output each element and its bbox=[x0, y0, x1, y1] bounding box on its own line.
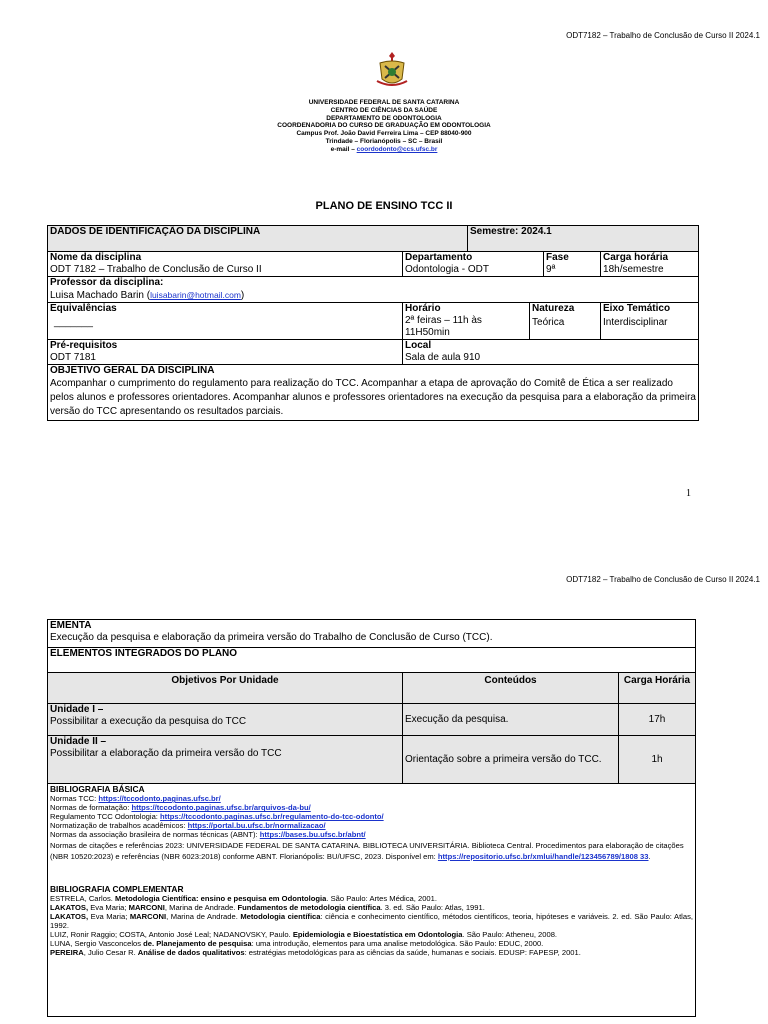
bib-ref bbox=[50, 939, 693, 948]
institution-line: Campus Prof. João David Ferreira Lima – CEP 88040-900 bbox=[296, 130, 472, 138]
department-cell bbox=[403, 252, 544, 277]
general-objective-label: OBJETIVO GERAL DA DISCIPLINA bbox=[50, 365, 215, 376]
workload-cell bbox=[601, 252, 699, 277]
unit-objective-cell bbox=[48, 736, 403, 784]
bib-item-text: Regulamento TCC Odontologia: bbox=[50, 812, 161, 822]
unit-objective: Possibilitar a execução da pesquisa do TCC bbox=[50, 716, 247, 727]
ref-text: : ciência e conhecimento científico, métodos científicos, teoria, hipóteses e variáveis. 2. ed. São Paulo: Atlas, 1992. bbox=[50, 911, 693, 930]
ref-text: . São Paulo: Artes Médica, 2001. bbox=[326, 893, 437, 903]
ref-text: : uma introdução, elementos para uma analise metodológica. São Paulo: EDUC, 2000. bbox=[251, 939, 544, 949]
university-crest-logo bbox=[374, 51, 410, 89]
ref-text: LUIZ, Ronir Raggio; COSTA, Antonio José Leal; NADANOVSKY, Paulo. bbox=[50, 930, 293, 940]
institution-line: UNIVERSIDADE FEDERAL DE SANTA CATARINA bbox=[308, 99, 460, 106]
ref-text: Eva Maria; bbox=[88, 902, 129, 912]
unit-title: Unidade I – bbox=[50, 704, 104, 715]
bib-ref bbox=[50, 948, 693, 957]
ref-title: de. Planejamento de pesquisa bbox=[143, 939, 252, 949]
unit-content: Orientação sobre a primeira versão do TCC. bbox=[403, 736, 619, 784]
page-number: 1 bbox=[686, 488, 691, 499]
ref-author: PEREIRA bbox=[50, 948, 84, 958]
workload-column-header: Carga Horária bbox=[619, 673, 696, 704]
document-title: PLANO DE ENSINO TCC II bbox=[315, 200, 453, 212]
bib-item-link[interactable]: https://bases.bu.ufsc.br/abnt/ bbox=[259, 830, 366, 840]
ementa-text: Execução da pesquisa e elaboração da primeira versão do Trabalho de Conclusão de Curso (TCC). bbox=[50, 632, 493, 643]
course-name-value: ODT 7182 – Trabalho de Conclusão de Curso II bbox=[50, 264, 262, 275]
ref-title: Metodologia científica bbox=[240, 911, 321, 921]
theme-axis-value: Interdisciplinar bbox=[603, 317, 668, 328]
bibliography-complementary bbox=[50, 885, 693, 958]
equivalences-cell bbox=[48, 303, 403, 340]
phase-label: Fase bbox=[546, 252, 569, 263]
schedule-value: 2ª feiras – 11h às 11H50min bbox=[405, 315, 482, 338]
unit-workload: 1h bbox=[619, 736, 696, 784]
ref-text: , Marina de Andrade. bbox=[164, 902, 238, 912]
bib-item bbox=[50, 803, 693, 812]
bib-ref bbox=[50, 894, 693, 903]
course-name-cell bbox=[48, 252, 403, 277]
plan-table bbox=[47, 619, 696, 1017]
bib-item-link[interactable]: https://portal.bu.ufsc.br/normalizacao/ bbox=[187, 821, 326, 831]
ref-title: Fundamentos de metodologia científica bbox=[237, 902, 381, 912]
bib-item-link[interactable]: https://tccodonto.paginas.ufsc.br/regulamento-do-tcc-odonto/ bbox=[160, 812, 384, 822]
bib-ref bbox=[50, 930, 693, 939]
nature-value: Teórica bbox=[532, 317, 565, 328]
page-header: ODT7182 – Trabalho de Conclusão de Curso II 2024.1 bbox=[566, 31, 760, 40]
email-prefix: e-mail – bbox=[330, 145, 357, 153]
bib-item-text: Normas da associação brasileira de normas técnicas (ABNT): bbox=[50, 830, 260, 840]
ref-text: ESTRELA, Carlos. bbox=[50, 893, 115, 903]
ref-text: : estratégias metodológicas para as ciências da saúde, humanas e sociais. EDUSP: FAPESP, 2001. bbox=[244, 948, 581, 958]
equivalences-label: Equivalências bbox=[50, 303, 117, 314]
unit-content: Execução da pesquisa. bbox=[403, 704, 619, 736]
bib-item bbox=[50, 821, 693, 830]
institution-line: DEPARTAMENTO DE ODONTOLOGIA bbox=[326, 114, 442, 122]
course-name-label: Nome da disciplina bbox=[50, 252, 142, 263]
bib-item-text: Normas TCC: bbox=[50, 794, 99, 804]
schedule-cell bbox=[403, 303, 530, 340]
prerequisites-cell bbox=[48, 340, 403, 365]
unit-objective-cell bbox=[48, 704, 403, 736]
ref-title: Metodologia Científica: ensino e pesquisa em Odontologia bbox=[115, 893, 327, 903]
ref-author: LAKATOS, bbox=[50, 902, 89, 912]
bibliography-basic-title: BIBLIOGRAFIA BÁSICA bbox=[50, 784, 145, 794]
bib-item-text: Normatização de trabalhos acadêmicos: bbox=[50, 821, 188, 831]
unit-workload: 17h bbox=[619, 704, 696, 736]
ref-title: Análise de dados qualitativos bbox=[137, 948, 245, 958]
ref-author: LAKATOS, bbox=[50, 911, 89, 921]
professor-close: ) bbox=[240, 290, 245, 301]
ref-text: . 3. ed. São Paulo: Atlas, 1991. bbox=[380, 902, 485, 912]
institution-email-link[interactable]: coordodonto@ccs.ufsc.br bbox=[356, 145, 438, 153]
ref-title: Epidemiologia e Bioestatística em Odontologia bbox=[292, 930, 463, 940]
bib-item-link[interactable]: https://tccodonto.paginas.ufsc.br/arquivos-da-bu/ bbox=[131, 803, 311, 813]
nature-cell bbox=[530, 303, 601, 340]
ref-text: , Julio Cesar R. bbox=[83, 948, 138, 958]
ref-author: MARCONI bbox=[128, 902, 165, 912]
professor-cell bbox=[48, 277, 699, 303]
ementa-label: EMENTA bbox=[50, 620, 92, 631]
theme-axis-label: Eixo Temático bbox=[603, 303, 671, 314]
location-cell bbox=[403, 340, 699, 365]
professor-value bbox=[50, 289, 696, 302]
schedule-label: Horário bbox=[405, 303, 441, 314]
identification-heading: DADOS DE IDENTIFICAÇÃO DA DISCIPLINA bbox=[48, 226, 468, 252]
professor-name: Luisa Machado Barin ( bbox=[50, 290, 151, 301]
bib-item bbox=[50, 794, 693, 803]
institution-line: CENTRO DE CIÊNCIAS DA SAÚDE bbox=[330, 106, 438, 114]
bibliography-basic bbox=[50, 784, 693, 862]
bib-item bbox=[50, 812, 693, 821]
bib-item-link[interactable]: https://tccodonto.paginas.ufsc.br/ bbox=[98, 794, 221, 804]
bib-ref bbox=[50, 903, 693, 912]
bib-item bbox=[50, 830, 693, 839]
bib-citacoes-text: Normas de citações e referências 2023: UNIVERSIDADE FEDERAL DE SANTA CATARINA. BIBLIOTECA UNIVERSITÁRIA. Biblioteca Central. Procedimentos para elaboração de citações (NBR 10520:2023) e referências (NBR 6023:2018) conforme ABNT. Florianópolis: BU/UFSC, 2023. Disponível em: bbox=[50, 840, 684, 861]
location-value: Sala de aula 910 bbox=[405, 352, 481, 363]
professor-label: Professor da disciplina: bbox=[50, 277, 164, 288]
ref-text: LUNA, Sergio Vasconcelos bbox=[50, 939, 144, 949]
bib-item-text: Normas de formatação: bbox=[50, 803, 132, 813]
ref-author: MARCONI bbox=[129, 911, 167, 921]
workload-label: Carga horária bbox=[603, 252, 669, 263]
institution-line: COORDENADORIA DO CURSO DE GRADUAÇÃO EM ODONTOLOGIA bbox=[277, 122, 491, 130]
location-label: Local bbox=[405, 340, 432, 351]
equivalences-value: _______ bbox=[54, 317, 93, 328]
contents-column-header: Conteúdos bbox=[403, 673, 619, 704]
bib-item-citacoes bbox=[50, 840, 693, 862]
bib-citacoes-link[interactable]: https://repositorio.ufsc.br/xmlui/handle/123456789/1808 33 bbox=[437, 851, 649, 861]
professor-email-link[interactable]: luisabarin@hotmail.com bbox=[150, 290, 241, 300]
institution-line: Trindade – Florianópolis – SC – Brasil bbox=[325, 137, 443, 145]
ref-text: , Marina de Andrade. bbox=[166, 911, 241, 921]
plan-heading: ELEMENTOS INTEGRADOS DO PLANO bbox=[48, 648, 696, 673]
prerequisites-label: Pré-requisitos bbox=[50, 340, 118, 351]
semester-label: Semestre: 2024.1 bbox=[468, 226, 699, 252]
identification-table bbox=[47, 225, 699, 421]
nature-label: Natureza bbox=[532, 303, 575, 314]
prerequisites-value: ODT 7181 bbox=[50, 352, 96, 363]
theme-axis-cell bbox=[601, 303, 699, 340]
general-objective-text: Acompanhar o cumprimento do regulamento para realização do TCC. Acompanhar a etapa de aprovação do Comitê de Ética a ser realizado pelos alunos e professores orientadores. Acompanhar alunos e professores orientadores na execução da pesquisa para a elaboração da primeira versão do TCC apresentando os resultados parciais. bbox=[50, 378, 696, 417]
bibliography-complementary-title: BIBLIOGRAFIA COMPLEMENTAR bbox=[50, 883, 184, 894]
institution-block bbox=[0, 99, 768, 154]
ref-text: Eva Maria; bbox=[88, 911, 130, 921]
phase-value: 9ª bbox=[546, 264, 556, 275]
unit-title: Unidade II – bbox=[50, 736, 107, 747]
unit-objective: Possibilitar a elaboração da primeira versão do TCC bbox=[50, 748, 282, 759]
ref-text: . São Paulo: Atheneu, 2008. bbox=[462, 930, 558, 940]
bib-ref bbox=[50, 912, 693, 930]
department-label: Departamento bbox=[405, 252, 473, 263]
objectives-column-header: Objetivos Por Unidade bbox=[48, 673, 403, 704]
institution-email-line bbox=[0, 146, 768, 154]
general-objective-cell bbox=[48, 365, 699, 421]
page-header: ODT7182 – Trabalho de Conclusão de Curso II 2024.1 bbox=[566, 575, 760, 584]
phase-cell bbox=[544, 252, 601, 277]
bibliography-cell bbox=[48, 784, 696, 1017]
bib-citacoes-end: . bbox=[648, 851, 651, 861]
department-value: Odontologia - ODT bbox=[405, 264, 489, 275]
ementa-cell bbox=[48, 620, 696, 648]
workload-value: 18h/semestre bbox=[603, 264, 664, 275]
